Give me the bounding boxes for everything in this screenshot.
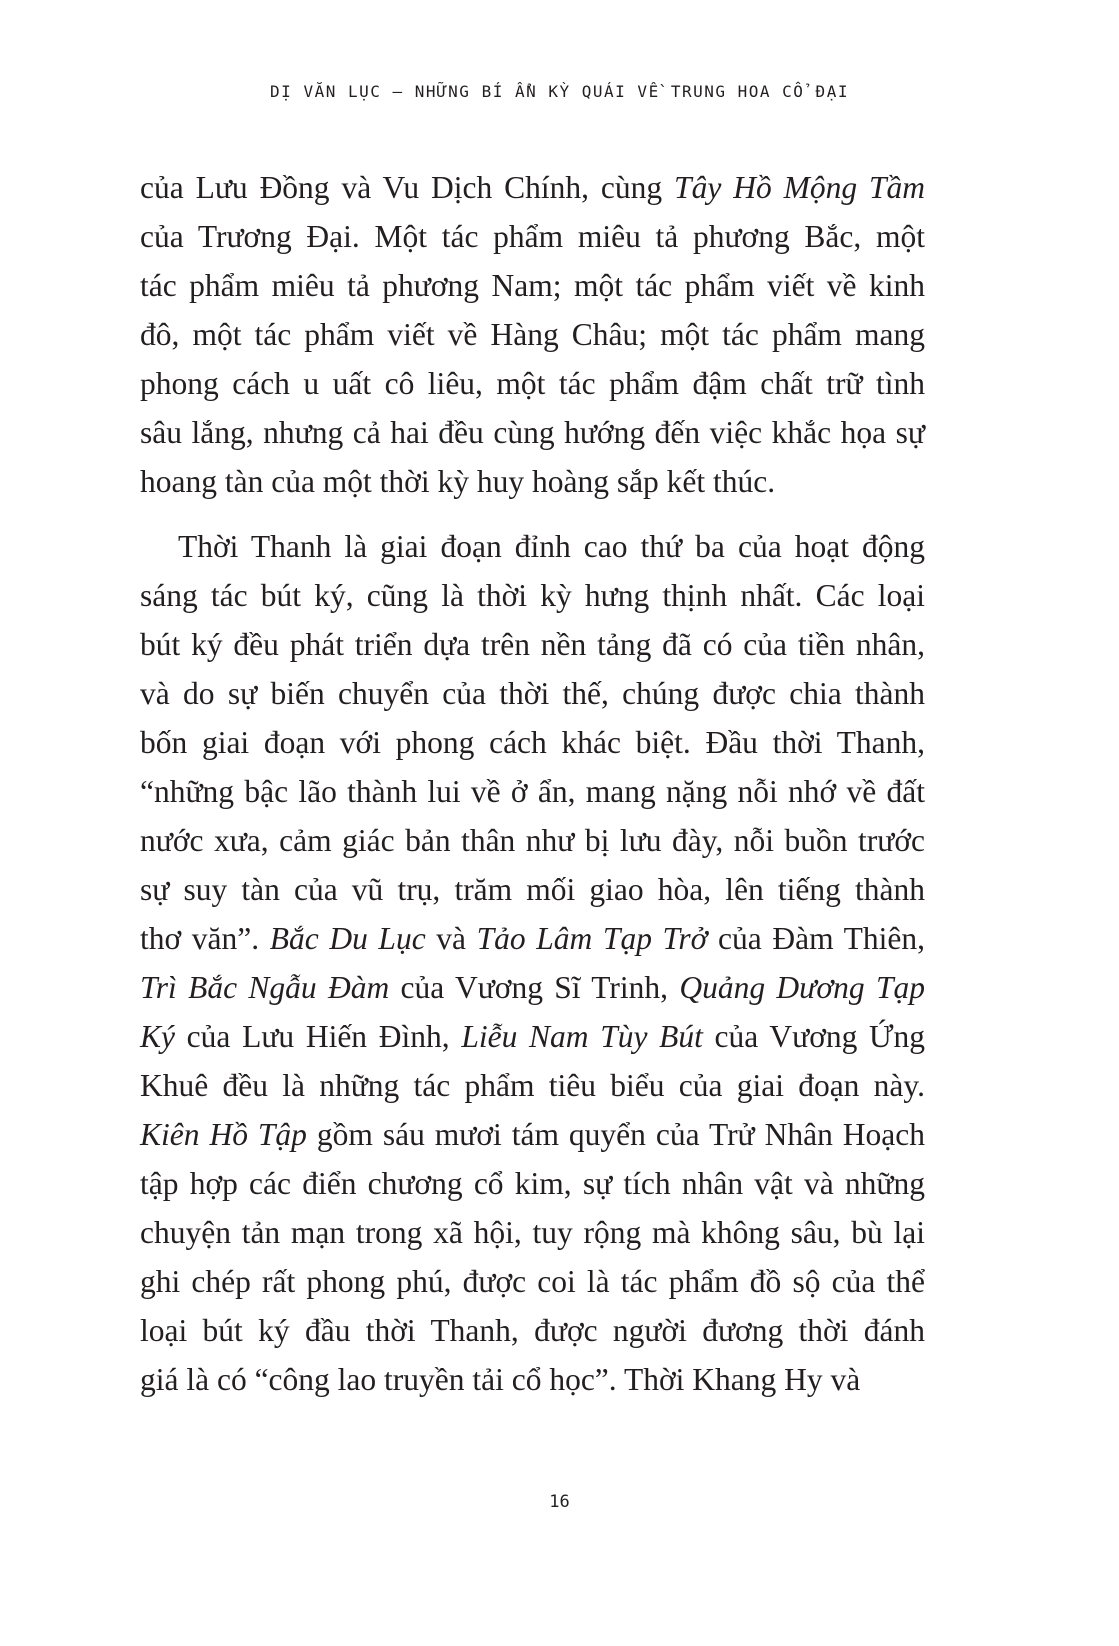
- italic-title: Quảng Dương Tạp: [679, 970, 925, 1005]
- text-run: của Đàm Thiên,: [707, 921, 925, 956]
- text-line: [140, 1257, 925, 1306]
- text-run: nước xưa, cảm giác bản thân như bị lưu đày, nỗi buồn trước: [140, 823, 925, 858]
- text-line: [140, 310, 925, 359]
- text-line: [140, 457, 925, 506]
- text-run: của Lưu Đồng và Vu Dịch Chính, cùng: [140, 170, 675, 205]
- text-run: của Vương Sĩ Trinh,: [389, 970, 680, 1005]
- text-run: bốn giai đoạn với phong cách khác biệt. Đầu thời Thanh,: [140, 725, 925, 760]
- text-line: [140, 1159, 925, 1208]
- text-line: [140, 865, 925, 914]
- text-line: [140, 963, 925, 1012]
- text-line: [140, 522, 925, 571]
- text-run: chuyện tản mạn trong xã hội, tuy rộng mà không sâu, bù lại: [140, 1215, 925, 1250]
- text-line: [140, 408, 925, 457]
- text-line: [140, 1110, 925, 1159]
- text-run: Khuê đều là những tác phẩm tiêu biểu của giai đoạn này.: [140, 1068, 925, 1103]
- text-line: [140, 718, 925, 767]
- italic-title: Tảo Lâm Tạp Trở: [476, 921, 708, 956]
- text-line: [140, 669, 925, 718]
- text-line: [140, 1355, 925, 1404]
- text-line: [140, 571, 925, 620]
- paragraph-gap: [140, 506, 925, 522]
- italic-title: Ký: [140, 1019, 175, 1054]
- italic-title: Tây Hồ Mộng Tầm: [674, 170, 925, 205]
- italic-title: Bắc Du Lục: [269, 921, 426, 956]
- text-line: [140, 620, 925, 669]
- text-run: “những bậc lão thành lui về ở ẩn, mang nặng nỗi nhớ về đất: [140, 774, 925, 809]
- text-line: [140, 1208, 925, 1257]
- text-line: [140, 359, 925, 408]
- paragraph: [140, 163, 925, 506]
- text-run: loại bút ký đầu thời Thanh, được người đương thời đánh: [140, 1313, 925, 1348]
- page-number: 16: [549, 1492, 570, 1512]
- text-run: Thời Thanh là giai đoạn đỉnh cao thứ ba của hoạt động: [178, 529, 925, 564]
- text-line: [140, 1061, 925, 1110]
- text-run: phong cách u uất cô liêu, một tác phẩm đậm chất trữ tình: [140, 366, 925, 401]
- text-run: hoang tàn của một thời kỳ huy hoàng sắp kết thúc.: [140, 464, 776, 499]
- text-run: tập hợp các điển chương cổ kim, sự tích nhân vật và những: [140, 1166, 925, 1201]
- text-run: gồm sáu mươi tám quyển của Trử Nhân Hoạch: [306, 1117, 925, 1152]
- text-line: [140, 163, 925, 212]
- italic-title: Kiên Hồ Tập: [140, 1117, 307, 1152]
- text-run: giá là có “công lao truyền tải cổ học”. Thời Khang Hy và: [140, 1362, 861, 1397]
- paragraph: [140, 522, 925, 1404]
- text-line: [140, 767, 925, 816]
- text-run: của Trương Đại. Một tác phẩm miêu tả phương Bắc, một: [140, 219, 925, 254]
- text-run: sâu lắng, nhưng cả hai đều cùng hướng đến việc khắc họa sự: [140, 415, 925, 450]
- text-run: của Vương Ứng: [702, 1019, 925, 1054]
- text-run: sự suy tàn của vũ trụ, trăm mối giao hòa, lên tiếng thành: [140, 872, 925, 907]
- text-line: [140, 1306, 925, 1355]
- text-run: thơ văn”.: [140, 921, 270, 956]
- text-line: [140, 914, 925, 963]
- text-run: bút ký đều phát triển dựa trên nền tảng đã có của tiền nhân,: [140, 627, 925, 662]
- body-text: [140, 163, 925, 1404]
- text-line: [140, 261, 925, 310]
- text-run: ghi chép rất phong phú, được coi là tác phẩm đồ sộ của thể: [140, 1264, 925, 1299]
- text-line: [140, 212, 925, 261]
- text-run: sáng tác bút ký, cũng là thời kỳ hưng thịnh nhất. Các loại: [140, 578, 925, 613]
- text-line: [140, 816, 925, 865]
- text-line: [140, 1012, 925, 1061]
- text-run: tác phẩm miêu tả phương Nam; một tác phẩm viết về kinh: [140, 268, 925, 303]
- running-header: DỊ VĂN LỤC – NHỮNG BÍ ẨN KỲ QUÁI VỀ TRUNG HOA CỔ ĐẠI: [270, 82, 849, 101]
- text-run: và: [425, 921, 477, 956]
- text-run: của Lưu Hiến Đình,: [175, 1019, 462, 1054]
- text-run: và do sự biến chuyển của thời thế, chúng được chia thành: [140, 676, 925, 711]
- italic-title: Trì Bắc Ngẫu Đàm: [140, 970, 390, 1005]
- text-run: đô, một tác phẩm viết về Hàng Châu; một tác phẩm mang: [140, 317, 925, 352]
- italic-title: Liễu Nam Tùy Bút: [461, 1019, 703, 1054]
